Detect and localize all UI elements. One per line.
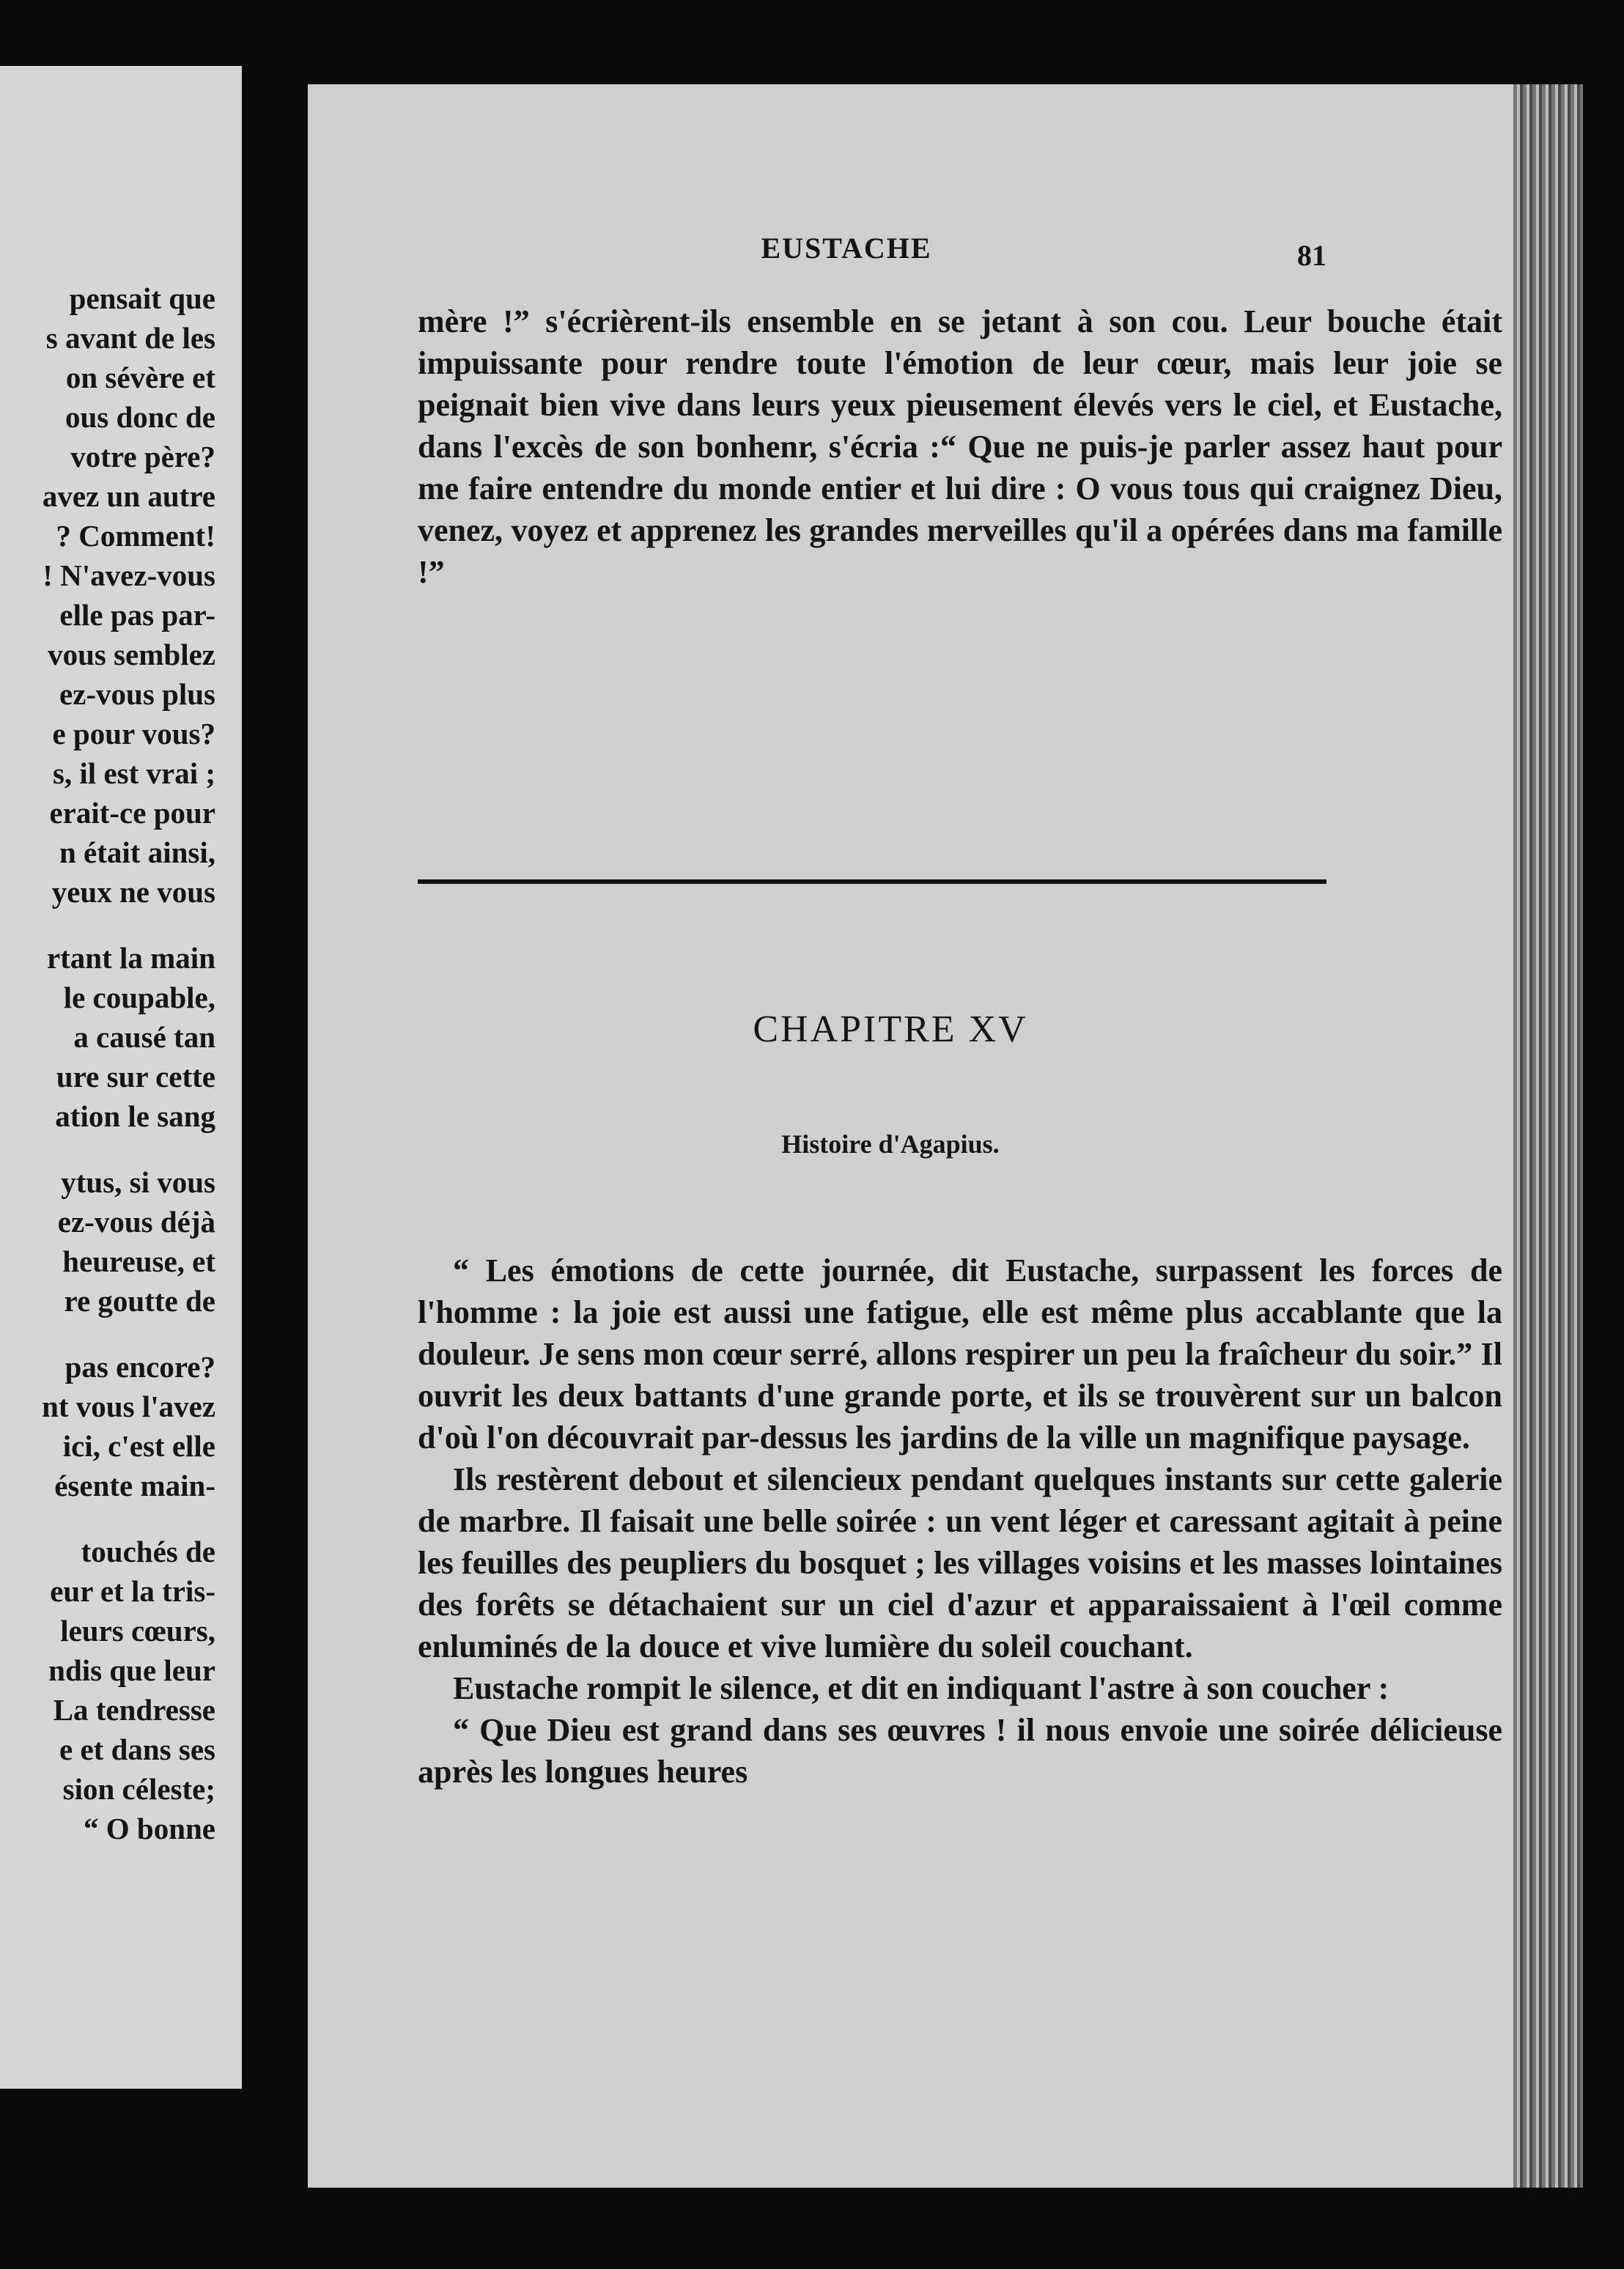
left-line: ndis que leur	[48, 1653, 215, 1687]
left-line: nt vous l'avez	[42, 1390, 215, 1423]
left-line: elle pas par-	[59, 598, 215, 632]
left-line: rtant la main	[46, 941, 215, 975]
left-line: votre père?	[70, 440, 215, 473]
left-line: ure sur cette	[56, 1060, 215, 1093]
paragraph-gap	[0, 1321, 215, 1347]
left-line: a causé tan	[73, 1020, 215, 1054]
book-gutter	[242, 59, 308, 2111]
left-line: heureuse, et	[62, 1244, 215, 1278]
chapter-divider	[418, 879, 1326, 884]
left-line: pas encore?	[64, 1350, 215, 1384]
left-line: e et dans ses	[59, 1733, 215, 1766]
right-page	[308, 84, 1583, 2188]
left-line: sion céleste;	[62, 1772, 215, 1806]
paragraph: “ Les émotions de cette journée, dit Eustache, surpassent les forces de l'homme : la joie est aussi une fatigue, elle est même plus accablante que la douleur. Je sens mon cœur serré, allons respirer un peu la fraîcheur du soir.” Il ouvrit les deux battants d'une grande porte, et ils se trouvèrent sur un balcon d'où l'on découvrait par-dessus les jardins de la ville un magnifique paysage.	[418, 1252, 1502, 1456]
left-line: ici, c'est elle	[62, 1429, 215, 1463]
left-line: s avant de les	[45, 321, 215, 355]
chapter-title: CHAPITRE XV	[753, 1008, 1028, 1050]
left-line: le coupable,	[63, 981, 215, 1014]
left-line: “ O bonne	[84, 1812, 215, 1845]
left-line: ésente main-	[54, 1469, 215, 1502]
left-page	[0, 66, 242, 2089]
left-line: ? Comment!	[56, 519, 215, 553]
opening-text	[418, 300, 1502, 593]
left-line: erait-ce pour	[49, 796, 215, 830]
left-page-text	[0, 278, 215, 1848]
left-line: ytus, si vous	[61, 1165, 215, 1199]
running-title: EUSTACHE	[761, 232, 932, 265]
left-line: avez un autre	[42, 479, 215, 513]
page-number: 81	[1297, 239, 1326, 272]
page-header	[308, 231, 1583, 275]
left-line: ez-vous plus	[59, 677, 215, 711]
left-line: vous semblez	[48, 638, 215, 671]
paragraph-gap	[0, 1136, 215, 1162]
chapter-text	[418, 1250, 1502, 1793]
left-line: ez-vous déjà	[57, 1205, 215, 1239]
left-line: n était ainsi,	[59, 835, 215, 869]
left-line: leurs cœurs,	[60, 1614, 215, 1648]
left-line: ous donc de	[64, 400, 215, 434]
chapter-subtitle: Histoire d'Agapius.	[781, 1129, 1000, 1159]
left-line: on sévère et	[65, 361, 215, 394]
paragraph-gap	[0, 912, 215, 938]
left-line: ation le sang	[55, 1099, 215, 1133]
paragraph: “ Que Dieu est grand dans ses œuvres ! il nous envoie une soirée délicieuse après les longues heures	[418, 1712, 1502, 1790]
left-line: re goutte de	[64, 1284, 215, 1318]
left-line: e pour vous?	[52, 717, 215, 750]
page-edge	[1513, 84, 1583, 2188]
left-line: touchés de	[81, 1535, 215, 1568]
paragraph-gap	[0, 1505, 215, 1532]
paragraph: mère !” s'écrièrent-ils ensemble en se jetant à son cou. Leur bouche était impuissante pour rendre toute l'émotion de leur cœur, mais leur joie se peignait bien vive dans leurs yeux pieusement élevés vers le ciel, et Eustache, dans l'excès de son bonhenr, s'écria :“ Que ne puis-je parler assez haut pour me faire entendre du monde entier et lui dire : O vous tous qui craignez Dieu, venez, voyez et apprenez les grandes merveilles qu'il a opérées dans ma famille !”	[418, 303, 1502, 590]
paragraph: Ils restèrent debout et silencieux pendant quelques instants sur cette galerie de marbre. Il faisait une belle soirée : un vent léger et caressant agitait à peine les feuilles des peupliers du bosquet ; les villages voisins et les masses lointaines des forêts se détachaient sur un ciel d'azur et apparaissaient à l'œil comme enluminés de la douce et vive lumière du soleil couchant.	[418, 1461, 1502, 1664]
left-line: pensait que	[69, 281, 215, 315]
left-line: s, il est vrai ;	[52, 756, 215, 790]
left-line: La tendresse	[53, 1693, 215, 1727]
left-line: eur et la tris-	[50, 1574, 215, 1608]
left-line: ! N'avez-vous	[43, 558, 215, 592]
paragraph: Eustache rompit le silence, et dit en indiquant l'astre à son coucher :	[453, 1670, 1389, 1706]
left-line: yeux ne vous	[51, 875, 215, 909]
